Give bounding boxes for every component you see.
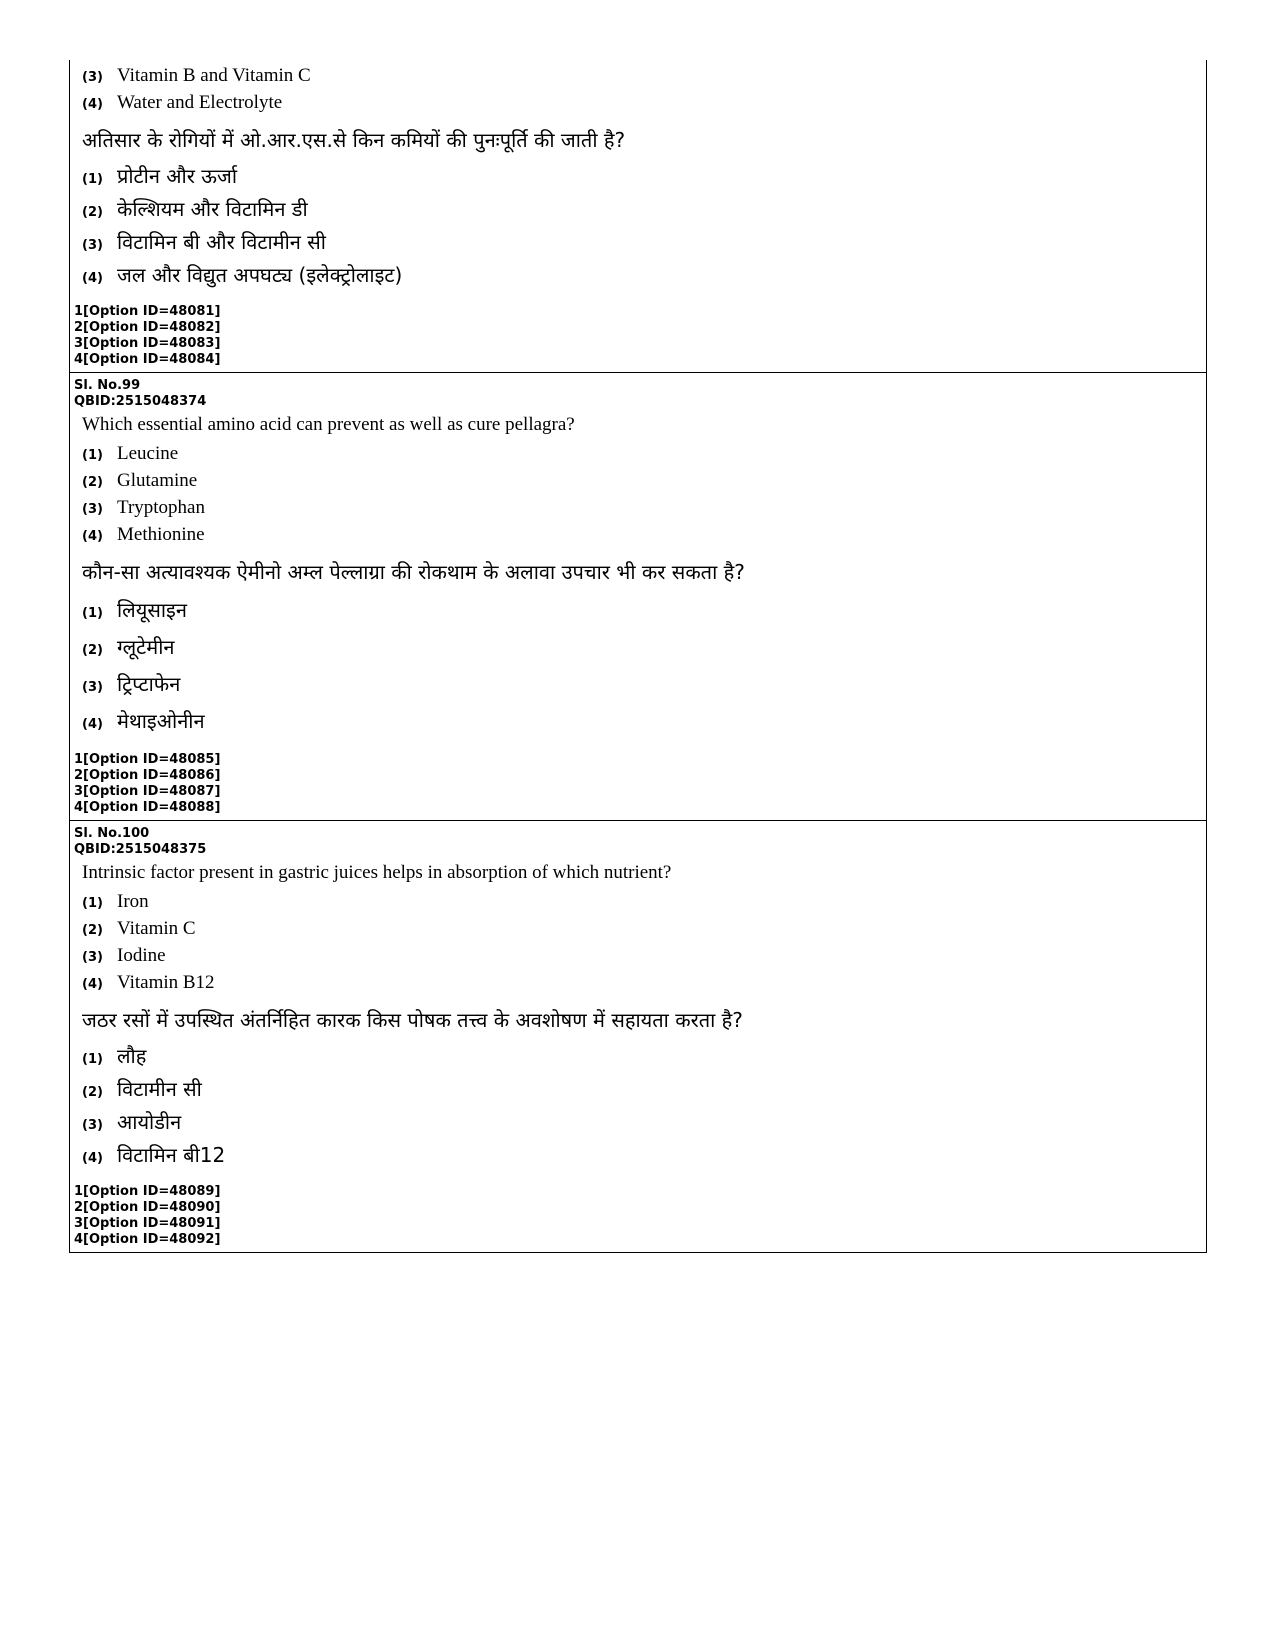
option-id-list [74, 752, 1200, 816]
option-id: 3[Option ID=48087] [74, 784, 221, 799]
option-en-2: (2) Vitamin C [82, 918, 196, 939]
option-hi-2: (2) केल्शियम और विटामिन डी [82, 197, 308, 221]
option-hi-1: (1) प्रोटीन और ऊर्जा [82, 164, 237, 188]
option-en-4: (4) Water and Electrolyte [82, 92, 283, 113]
question-block-99 [70, 373, 1206, 821]
option-en-4: (4) Methionine [82, 524, 205, 545]
option-hi-3: (3) आयोडीन [82, 1110, 182, 1134]
serial-number: Sl. No.100 [74, 826, 150, 841]
option-id-list [74, 1184, 1200, 1248]
question-text-hindi: कौन-सा अत्यावश्यक ऐमीनो अम्ल पेल्लाग्रा की रोकथाम के अलावा उपचार भी कर सकता है? [82, 560, 745, 584]
question-block-98 [70, 60, 1206, 373]
option-en-3: (3) Tryptophan [82, 497, 205, 518]
qbid: QBID:2515048374 [74, 394, 207, 409]
option-id: 4[Option ID=48092] [74, 1232, 221, 1247]
option-id: 3[Option ID=48083] [74, 336, 221, 351]
option-id: 1[Option ID=48089] [74, 1184, 221, 1199]
option-id: 2[Option ID=48086] [74, 768, 221, 783]
qbid: QBID:2515048375 [74, 842, 207, 857]
option-id: 4[Option ID=48088] [74, 800, 221, 815]
serial-number: Sl. No.99 [74, 378, 141, 393]
option-en-3: (3) Iodine [82, 945, 166, 966]
option-id: 4[Option ID=48084] [74, 352, 221, 367]
option-en-1: (1) Iron [82, 891, 149, 912]
question-text-hindi: जठर रसों में उपस्थित अंतर्निहित कारक किस पोषक तत्त्व के अवशोषण में सहायता करता है? [82, 1008, 743, 1032]
option-hi-2: (2) ग्लूटेमीन [82, 635, 175, 659]
question-text-english: Which essential amino acid can prevent as well as cure pellagra? [82, 414, 575, 435]
option-en-1: (1) Leucine [82, 443, 179, 464]
question-sheet [69, 60, 1207, 1253]
option-hi-3: (3) विटामिन बी और विटामीन सी [82, 230, 326, 254]
option-hi-1: (1) लौह [82, 1044, 147, 1068]
question-block-100 [70, 821, 1206, 1252]
option-hi-3: (3) ट्रिप्टाफेन [82, 672, 181, 696]
option-hi-2: (2) विटामीन सी [82, 1077, 202, 1101]
option-hi-4: (4) मेथाइओनीन [82, 709, 205, 733]
option-en-2: (2) Glutamine [82, 470, 198, 491]
option-en-4: (4) Vitamin B12 [82, 972, 215, 993]
option-id: 2[Option ID=48090] [74, 1200, 221, 1215]
option-en-3: (3) Vitamin B and Vitamin C [82, 65, 311, 86]
option-id-list [74, 304, 1200, 368]
option-id: 1[Option ID=48085] [74, 752, 221, 767]
option-id: 3[Option ID=48091] [74, 1216, 221, 1231]
option-hi-4: (4) जल और विद्युत अपघट्य (इलेक्ट्रोलाइट) [82, 263, 403, 287]
question-text-hindi: अतिसार के रोगियों में ओ.आर.एस.से किन कमियों की पुनःपूर्ति की जाती है? [82, 128, 626, 152]
option-hi-1: (1) लियूसाइन [82, 598, 187, 622]
option-id: 2[Option ID=48082] [74, 320, 221, 335]
option-id: 1[Option ID=48081] [74, 304, 221, 319]
option-hi-4: (4) विटामिन बी12 [82, 1143, 226, 1167]
question-text-english: Intrinsic factor present in gastric juices helps in absorption of which nutrient? [82, 862, 672, 883]
